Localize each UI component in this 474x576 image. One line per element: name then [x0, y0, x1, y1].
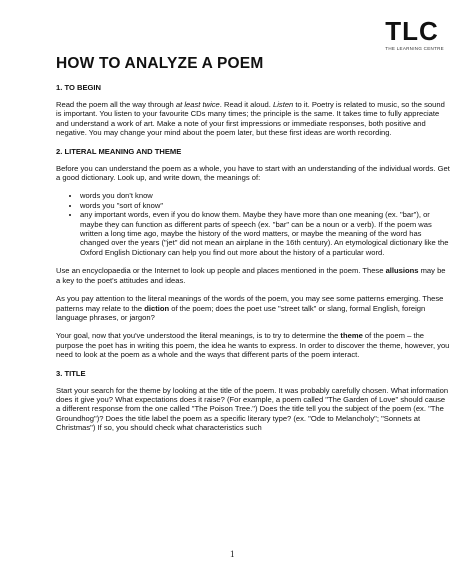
list-item: • words you "sort of know" [80, 201, 450, 210]
section-heading-literal-meaning: 2. LITERAL MEANING AND THEME [56, 146, 182, 156]
logo-mark: TLC [385, 16, 439, 46]
list-item: • words you don't know [80, 191, 450, 200]
document-page [56, 55, 450, 442]
page-title: HOW TO ANALYZE A POEM [56, 55, 264, 72]
paragraph-allusions: Use an encyclopaedia or the Internet to look up people and places mentioned in the poem. These allusions may be a key to the poet's attitudes and ideas. [56, 266, 446, 285]
paragraph-title: Start your search for the theme by looking at the title of the poem. It was probably carefully chosen. What information does it give you? What expectations does it raise? (For example, a poem called "The Garden of Love" should cause a different response from the one called "The Poison Tree.") Does the title tell you the subject of the poem (ex. "The Groundhog")? Does the title label the poem as a specific literary type? (ex. "Ode to Melancholy"; "Sonnets at Christmas") If so, you should check what characteristics such [56, 385, 449, 433]
paragraph-diction: As you pay attention to the literal meanings of the words of the poem, you may see some patterns emerging. These patterns may relate to the diction of the poem; does the poet use "street talk" or slang, formal English, foreign language phrases, or jargon? [56, 294, 444, 322]
paragraph-literal-intro: Before you can understand the poem as a whole, you have to start with an understanding of the individual words. Get a good dictionary. Look up, and write down, the meanings of: [56, 163, 450, 183]
word-list [56, 191, 450, 257]
section-heading-to-begin: 1. TO BEGIN [56, 83, 102, 92]
section-heading-title: 3. TITLE [56, 368, 86, 378]
paragraph-theme: Your goal, now that you've understood the literal meanings, is to try to determine the theme of the poem – the purpose the poet has in writing this poem, the idea he wants to express. In order to discover the theme, however, you need to look at the poem as a whole and the ways that different parts of the poem interact. [56, 331, 450, 360]
page-number: 1 [230, 549, 235, 559]
logo-subtitle: THE LEARNING CENTRE [385, 46, 444, 51]
list-item: • any important words, even if you do know them. Maybe they have more than one meaning (ex. "bar"), or maybe they can function as different parts of speech (ex. "bar" can be a noun or a verb). If the poem was written a long time ago, maybe the history of the word matters, or maybe the meaning of the word has changed over the years ("jet" did not mean an airplane in the 16th century). An etymological dictionary like the Oxford English Dictionary can help you find out more about the history of a particular word. [80, 210, 450, 257]
tlc-logo [385, 18, 444, 51]
paragraph-to-begin: Read the poem all the way through at least twice. Read it aloud. Listen to it. Poetry is related to music, so the sound is important. You listen to your favourite CDs many times; the principle is the same. It takes time to fully appreciate and understand a work of art. Make a note of your first impressions or immediate responses, both positive and negative. You may change your mind about the poem later, but these first ideas are worth recording. [56, 100, 445, 138]
